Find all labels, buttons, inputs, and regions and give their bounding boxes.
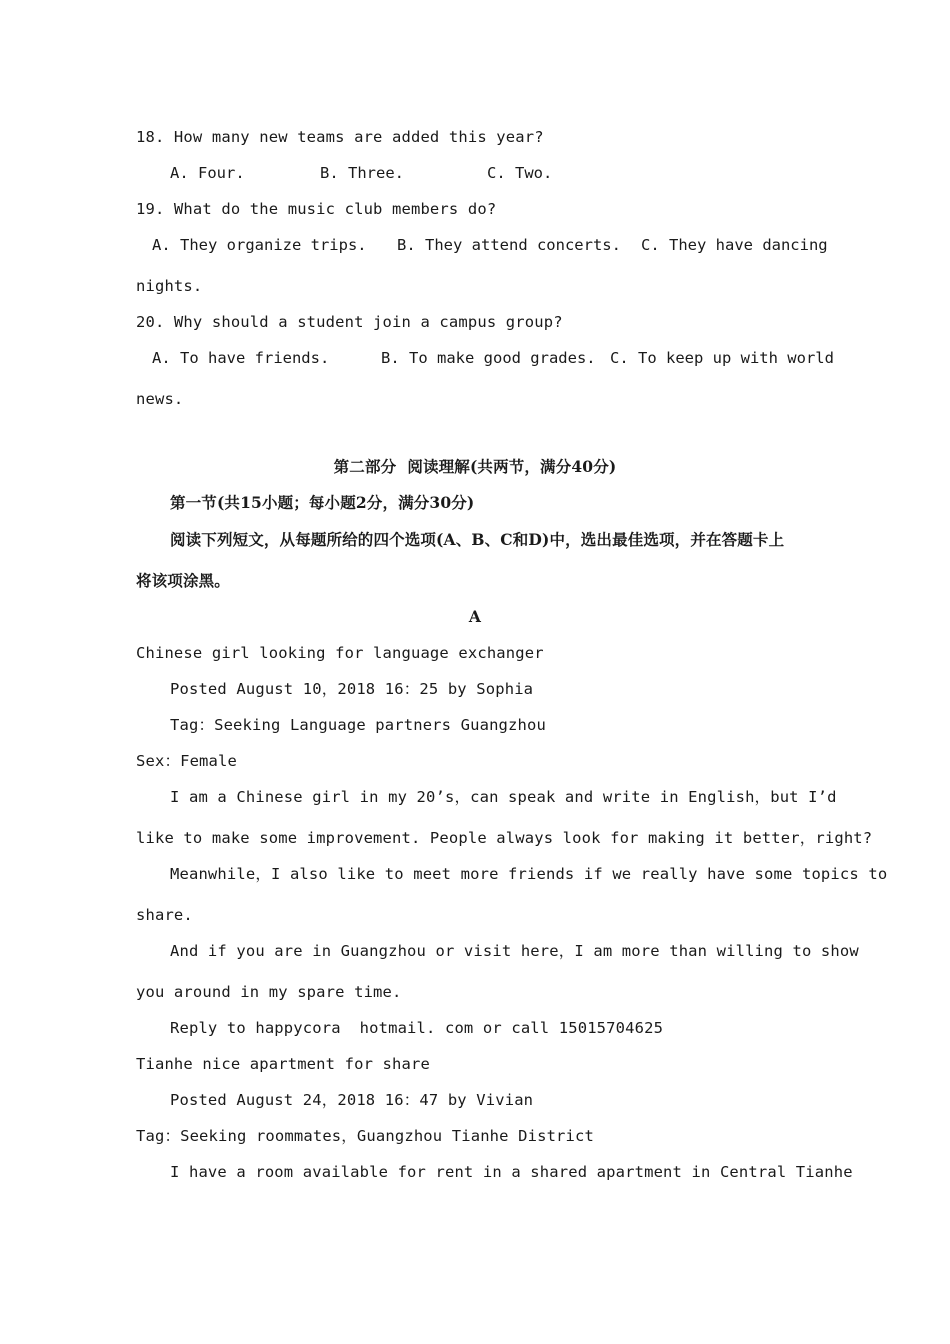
q18-option-c: C. Two. <box>487 164 553 182</box>
ad1-posted: Posted August 10，2018 16：25 by Sophia <box>170 680 534 698</box>
q19-option-a: A. They organize trips. <box>152 236 367 254</box>
q18-option-a: A. Four. <box>170 164 245 182</box>
instruction-line-1: 阅读下列短文，从每题所给的四个选项(A、B、C和D)中，选出最佳选项，并在答题卡上 <box>170 530 785 549</box>
question-20: 20. Why should a student join a campus group? <box>136 313 563 331</box>
q18-option-b: B. Three. <box>320 164 404 182</box>
ad1-paragraph-3-line-2: you around in my spare time. <box>136 983 402 1001</box>
ad2-posted: Posted August 24，2018 16：47 by Vivian <box>170 1091 534 1109</box>
q19-option-c-continued: nights. <box>136 277 203 295</box>
question-18: 18. How many new teams are added this year? <box>136 128 544 146</box>
q20-option-c: C. To keep up with world <box>610 349 834 367</box>
ad2-title: Tianhe nice apartment for share <box>136 1055 430 1073</box>
q19-option-b: B. They attend concerts. <box>397 236 621 254</box>
q20-option-b: B. To make good grades. <box>381 349 596 367</box>
part-two-title: 第二部分 阅读理解(共两节，满分40分) <box>333 457 617 476</box>
ad2-paragraph-1-line-1: I have a room available for rent in a shared apartment in Central Tianhe <box>170 1163 853 1181</box>
ad1-paragraph-2-line-2: share. <box>136 906 193 924</box>
ad1-tag: Tag：Seeking Language partners Guangzhou <box>170 716 546 734</box>
question-19: 19. What do the music club members do? <box>136 200 497 218</box>
ad1-sex: Sex：Female <box>136 752 237 770</box>
section-one-title: 第一节(共15小题；每小题2分，满分30分) <box>170 493 475 512</box>
ad1-paragraph-2-line-1: Meanwhile，I also like to meet more friends if we really have some topics to <box>170 865 888 883</box>
passage-label: A <box>468 607 482 626</box>
ad1-reply: Reply to happycora hotmail. com or call 15015704625 <box>170 1019 664 1037</box>
ad1-paragraph-1-line-1: I am a Chinese girl in my 20’s，can speak and write in English，but I’d <box>170 788 837 806</box>
ad1-title: Chinese girl looking for language exchanger <box>136 644 544 662</box>
q20-option-c-continued: news. <box>136 390 184 408</box>
q19-option-c: C. They have dancing <box>641 236 828 254</box>
ad1-paragraph-3-line-1: And if you are in Guangzhou or visit here，I am more than willing to show <box>170 942 859 960</box>
ad1-paragraph-1-line-2: like to make some improvement. People always look for making it better，right? <box>136 829 873 847</box>
ad2-tag: Tag：Seeking roommates，Guangzhou Tianhe District <box>136 1127 594 1145</box>
instruction-line-2: 将该项涂黑。 <box>136 571 230 590</box>
q20-option-a: A. To have friends. <box>152 349 330 367</box>
